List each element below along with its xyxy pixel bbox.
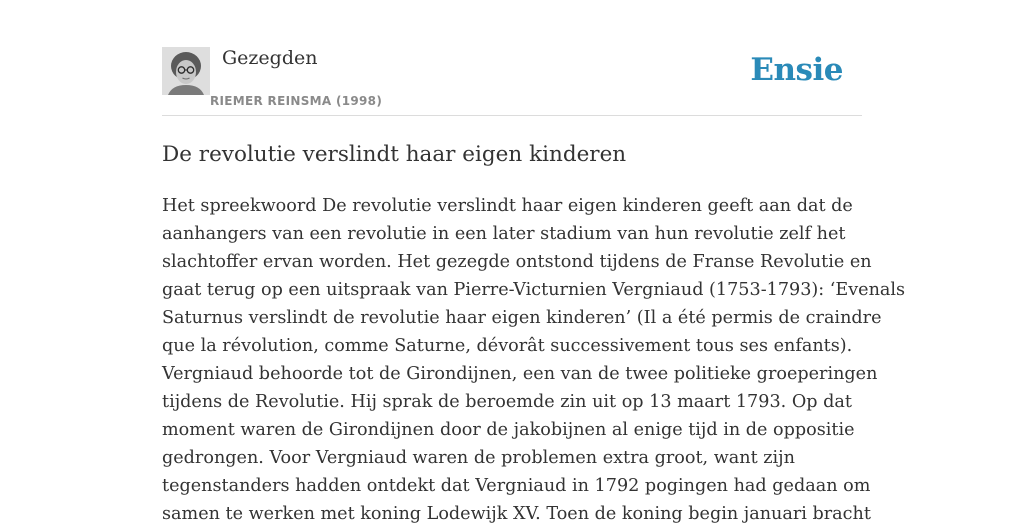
- article-line: tegenstanders hadden ontdekt dat Vergniaud in 1792 pogingen had gedaan om: [162, 476, 871, 496]
- article-line: moment waren de Girondijnen door de jakobijnen al enige tijd in de oppositie: [162, 420, 855, 440]
- author-line[interactable]: RIEMER REINSMA (1998): [210, 94, 383, 108]
- article-line: que la révolution, comme Saturne, dévorât successivement tous ses enfants).: [162, 336, 853, 356]
- article-title: De revolutie verslindt haar eigen kinderen: [162, 142, 627, 167]
- header-divider: [162, 115, 862, 116]
- article-line: samen te werken met koning Lodewijk XV. Toen de koning begin januari bracht: [162, 504, 871, 524]
- author-portrait-icon: [162, 47, 210, 95]
- article-line: gedrongen. Voor Vergniaud waren de problemen extra groot, want zijn: [162, 448, 795, 468]
- article-body: [162, 192, 906, 528]
- article-line: slachtoffer ervan worden. Het gezegde ontstond tijdens de Franse Revolutie en: [162, 252, 872, 272]
- article-line: aanhangers van een revolutie in een later stadium van hun revolutie zelf het: [162, 224, 846, 244]
- article-line: gaat terug op een uitspraak van Pierre-Victurnien Vergniaud (1753-1793): ‘Evenals: [162, 280, 906, 300]
- article-line: tijdens de Revolutie. Hij sprak de beroemde zin uit op 13 maart 1793. Op dat: [162, 392, 852, 412]
- ensie-logo[interactable]: Ensie: [750, 52, 843, 88]
- article-line: Het spreekwoord De revolutie verslindt haar eigen kinderen geeft aan dat de: [162, 196, 853, 216]
- article-line: Saturnus verslindt de revolutie haar eigen kinderen’ (Il a été permis de craindre: [162, 308, 882, 328]
- author-avatar[interactable]: [162, 47, 210, 95]
- article-line: Vergniaud behoorde tot de Girondijnen, een van de twee politieke groeperingen: [162, 364, 878, 384]
- source-title[interactable]: Gezegden: [222, 47, 318, 69]
